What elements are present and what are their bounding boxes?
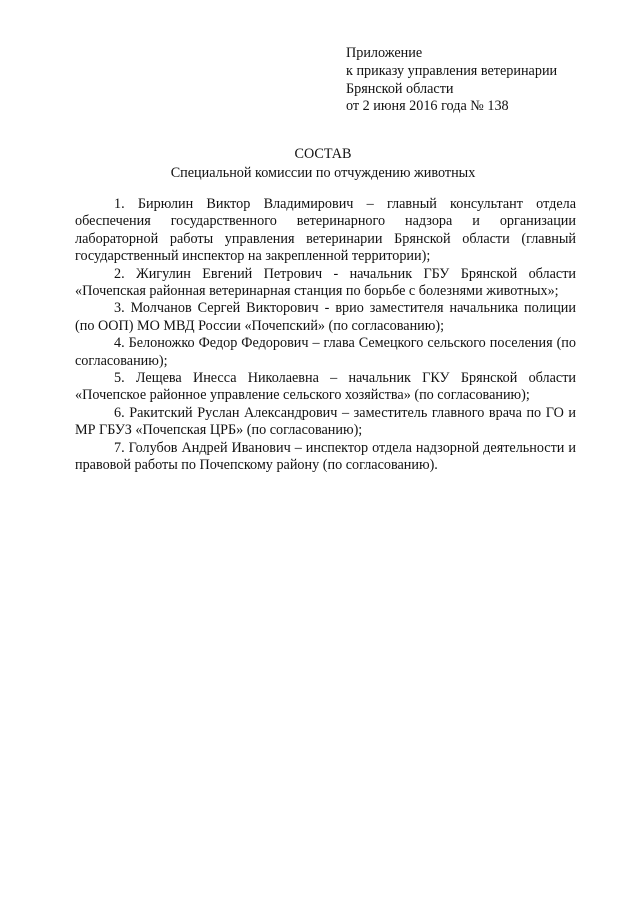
list-item: 6. Ракитский Руслан Александрович – заместитель главного врача по ГО и МР ГБУЗ «Почепская ЦРБ» (по согласованию); — [75, 404, 576, 439]
list-item: 2. Жигулин Евгений Петрович - начальник ГБУ Брянской области «Почепская районная ветеринарная станция по борьбе с болезнями животных»; — [75, 265, 576, 300]
list-item: 7. Голубов Андрей Иванович – инспектор отдела надзорной деятельности и правовой работы по Почепскому району (по согласованию). — [75, 439, 576, 474]
list-item: 5. Лещева Инесса Николаевна – начальник ГКУ Брянской области «Почепское районное управление сельского хозяйства» (по согласованию); — [75, 370, 576, 404]
appendix-order-reference: к приказу управления ветеринарии — [346, 62, 558, 79]
appendix-region: Брянской области — [346, 80, 454, 97]
document-title: СОСТАВ — [294, 146, 352, 162]
appendix-date-number: от 2 июня 2016 года № 138 — [346, 98, 509, 115]
list-item: 1. Бирюлин Виктор Владимирович – главный консультант отдела обеспечения государственного ветеринарного надзора и организации лабораторной работы управления ветеринарии Брянской области (главный государственный инспектор на закрепленной территории); — [75, 196, 576, 265]
list-item: 3. Молчанов Сергей Викторович - врио заместителя начальника полиции (по ООП) МО МВД России «Почепский» (по согласованию); — [75, 300, 576, 334]
list-item: 4. Белоножко Федор Федорович – глава Семецкого сельского поселения (по согласованию); — [75, 335, 576, 369]
appendix-label: Приложение — [346, 45, 423, 61]
document-subtitle: Специальной комиссии по отчуждению животных — [170, 165, 476, 181]
commission-members-list — [75, 196, 576, 475]
appendix-block — [346, 45, 606, 116]
